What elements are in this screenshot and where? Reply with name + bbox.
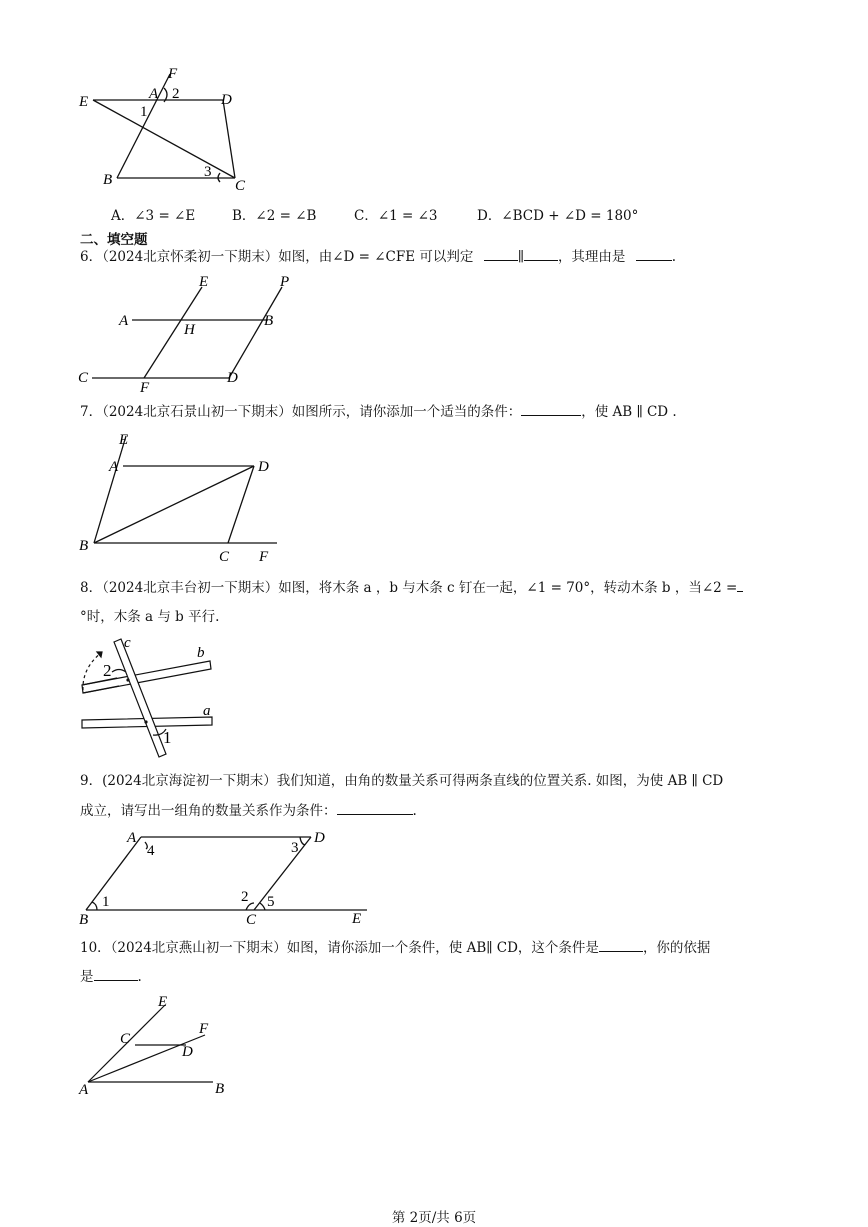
q5-figure [70,60,270,200]
q10-label-C: C [120,1031,131,1047]
q6-label-F: F [140,380,150,394]
q8-stem-2: °时，木条 a 与 b 平行. [80,609,220,625]
q10-stem-3: 是 [80,969,94,985]
q10-label-B: B [215,1081,225,1097]
q7-text [80,402,677,421]
q7-stem-end: ，使 AB ∥ CD . [581,404,677,420]
q7-label-C: C [219,549,230,565]
q9-label-A: A [127,830,137,846]
page-number: 第 2页/共 6页 [391,1210,477,1226]
q10-label-F: F [199,1021,209,1037]
q7-label-D: D [258,459,269,475]
q7-figure [74,428,294,568]
q6-label-E: E [199,274,209,290]
q9-figure [74,824,374,928]
q6-label-A: A [119,313,129,329]
q9-stem-2: 成立，请写出一组角的数量关系作为条件： [80,803,337,819]
q6-label-B: B [264,313,274,329]
q10-blank-2[interactable] [94,967,138,981]
q10-label-E: E [158,994,168,1010]
q9-label-3: 3 [291,840,299,856]
q5-label-3: 3 [204,164,212,180]
q5-label-2: 2 [172,86,180,102]
q5-label-1: 1 [140,104,148,120]
q7-stem: 7．（2024北京石景山初一下期末）如图所示，请你添加一个适当的条件： [80,404,522,420]
q10-stem-1: 10．（2024北京燕山初一下期末）如图，请你添加一个条件，使 AB∥ CD，这个条件是 [80,940,599,956]
q9-stem-1: 9．(2024北京海淀初一下期末）我们知道，由角的数量关系可得两条直线的位置关系. 如图，为使 AB ∥ CD [80,773,724,789]
q5-label-A: A [149,86,159,102]
q8-label-2: 2 [103,661,112,680]
q9-end: . [412,803,417,819]
q9-blank[interactable] [337,801,413,815]
q8-line-1 [80,578,743,597]
q8-stem-1: 8．（2024北京丰台初一下期末）如图，将木条 a ，b 与木条 c 钉在一起，∠1 = 70°，转动木条 b ，当∠2 = [80,580,738,596]
q7-label-A: A [109,459,119,475]
q10-line-1 [80,938,710,957]
q10-line-2 [80,967,142,986]
q9-label-2: 2 [241,889,249,905]
q6-stem: 6．（2024北京怀柔初一下期末）如图，由∠D = ∠CFE 可以判定 [80,249,474,265]
q9-label-B: B [79,912,89,928]
q5-label-C: C [235,178,246,194]
q10-end: . [137,969,142,985]
q6-label-H: H [184,322,195,338]
q9-line-2 [80,801,417,820]
q6-blank-1[interactable] [484,247,518,261]
q6-blank-2[interactable] [524,247,558,261]
section-heading: 二、填空题 [80,232,148,248]
q5-option-d: D．∠BCD + ∠D = 180° [477,208,639,224]
q9-label-E: E [352,911,362,927]
q5-option-b: B．∠2 = ∠B [232,208,317,224]
q6-label-C: C [78,370,89,386]
q5-option-a: A．∠3 = ∠E [111,208,196,224]
q9-label-C: C [246,912,257,928]
q8-label-b: b [197,645,205,661]
q6-label-D: D [227,370,238,386]
q10-stem-2: ，你的依据 [642,940,711,956]
q6-blank-3[interactable] [636,247,672,261]
q7-label-F: F [259,549,269,565]
q8-figure [74,632,224,762]
q5-option-c: C．∠1 = ∠3 [354,208,438,224]
q6-label-P: P [280,274,290,290]
q8-blank[interactable] [737,578,743,592]
q6-reason: ，其理由是 [557,249,626,265]
q9-label-D: D [314,830,325,846]
q10-label-D: D [182,1044,193,1060]
q6-end: . [671,249,677,265]
q6-text [80,247,676,266]
q5-label-D: D [221,92,232,108]
q8-label-c: c [124,635,131,651]
q10-figure [72,992,242,1098]
q7-label-E: E [119,432,129,448]
q8-label-1: 1 [163,728,172,747]
q6-parallel: ∥ [517,249,524,265]
q5-label-B: B [103,172,113,188]
q9-label-4: 4 [147,843,155,859]
q10-label-A: A [79,1082,89,1098]
q7-blank[interactable] [521,402,581,416]
q5-label-E: E [79,94,89,110]
q7-label-B: B [79,538,89,554]
q8-label-a: a [203,703,211,719]
q9-label-5: 5 [267,894,275,910]
q9-label-1: 1 [102,894,110,910]
q5-label-F: F [168,66,178,82]
q10-blank-1[interactable] [599,938,643,952]
q6-figure [72,272,312,394]
